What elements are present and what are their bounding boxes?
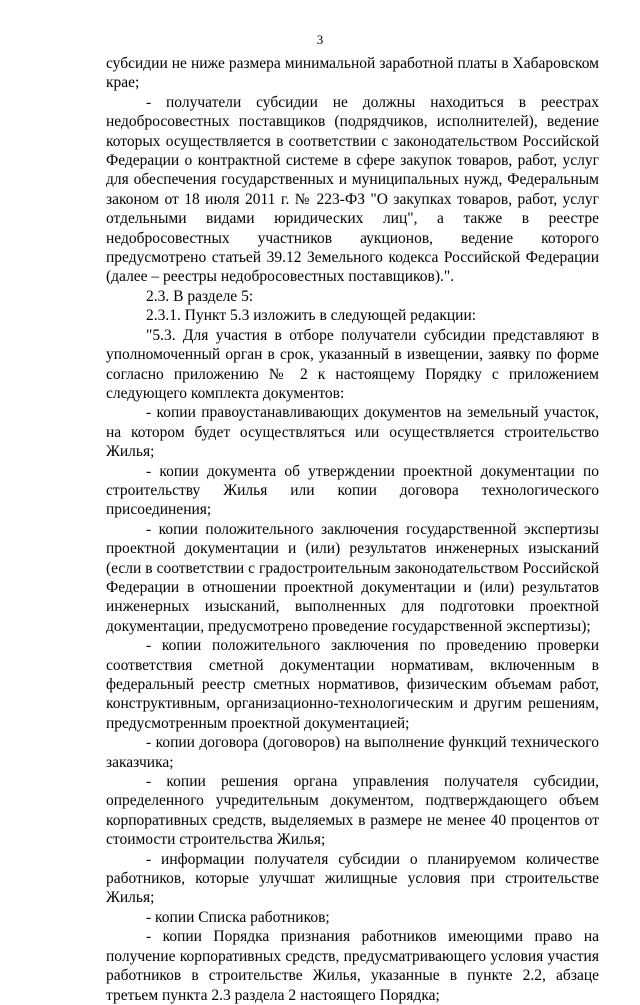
list-item-workers-info: - информации получателя субсидии о планируемом количестве работников, которые улучшат жилищные условия при строительстве Жилья; <box>106 850 599 907</box>
paragraph-item-5-3: "5.3. Для участия в отборе получатели субсидии представляют в уполномоченный орган в срок, указанный в извещении, заявку по форме согласно приложению № 2 к настоящему Порядку с приложением следующего комплекта документов: <box>106 326 599 402</box>
paragraph-section-5: 2.3. В разделе 5: <box>146 287 254 305</box>
document-body <box>106 54 599 1005</box>
list-item-estimate-check: - копии положительного заключения по проведению проверки соответствия сметной документации нормативам, включенным в федеральный реестр сметных нормативов, физическим объемам работ, конструктивным, организационно-технологическим и другим решениям, предусмотренным проектной документацией; <box>106 637 599 732</box>
list-item-corporate-funds: - копии решения органа управления получателя субсидии, определенного учредительным документом, подтверждающего объем корпоративных средств, выделяемых в размере не менее 40 процентов от стоимости строительства Жилья; <box>106 773 599 849</box>
list-item-technical-customer: - копии договора (договоров) на выполнение функций технического заказчика; <box>106 734 599 771</box>
list-item-eligibility-order: - копии Порядка признания работников имеющими право на получение корпоративных средств, предусматривающего условия участия работников в строительстве Жилья, указанные в пункте 2.2, абзаце третьем пункта 2.3 раздела 2 настоящего Порядка; <box>106 928 599 1004</box>
page-number: 3 <box>316 32 324 47</box>
list-item-workers-list: - копии Списка работников; <box>146 908 330 926</box>
paragraph-item-5-3-edit: 2.3.1. Пункт 5.3 изложить в следующей редакции: <box>146 307 477 325</box>
paragraph-subsidy-salary: субсидии не ниже размера минимальной заработной платы в Хабаровском крае; <box>106 55 599 92</box>
list-item-state-expertise: - копии положительного заключения государственной экспертизы проектной документации и (или) результатов инженерных изысканий (если в соответствии с градостроительным законодательством Российской Федерации в отношении проектной документации и (или) результатов инженерных изысканий, выполненных для подготовки проектной документации, предусмотрено проведение государственной экспертизы); <box>106 520 599 635</box>
list-item-land-docs: - копии правоустанавливающих документов на земельный участок, на котором будет осуществляться или осуществляется строительство Жилья; <box>106 404 599 461</box>
list-item-project-approval: - копии документа об утверждении проектной документации по строительству Жилья или копии договора технологического присоединения; <box>106 462 599 519</box>
paragraph-registry-requirement: - получатели субсидии не должны находиться в реестрах недобросовестных поставщиков (подрядчиков, исполнителей), ведение которых осуществляется в соответствии с законодательством Российской Федерации о контрактной системе в сфере закупок товаров, работ, услуг для обеспечения государственных и муниципальных нужд, Федеральным законом от 18 июля 2011 г. № 223-ФЗ "О закупках товаров, работ, услуг отдельными видами юридических лиц", а также в реестре недобросовестных участников аукционов, ведение которого предусмотрено статьей 39.12 Земельного кодекса Российской Федерации (далее – реестры недобросовестных поставщиков).". <box>106 93 599 286</box>
